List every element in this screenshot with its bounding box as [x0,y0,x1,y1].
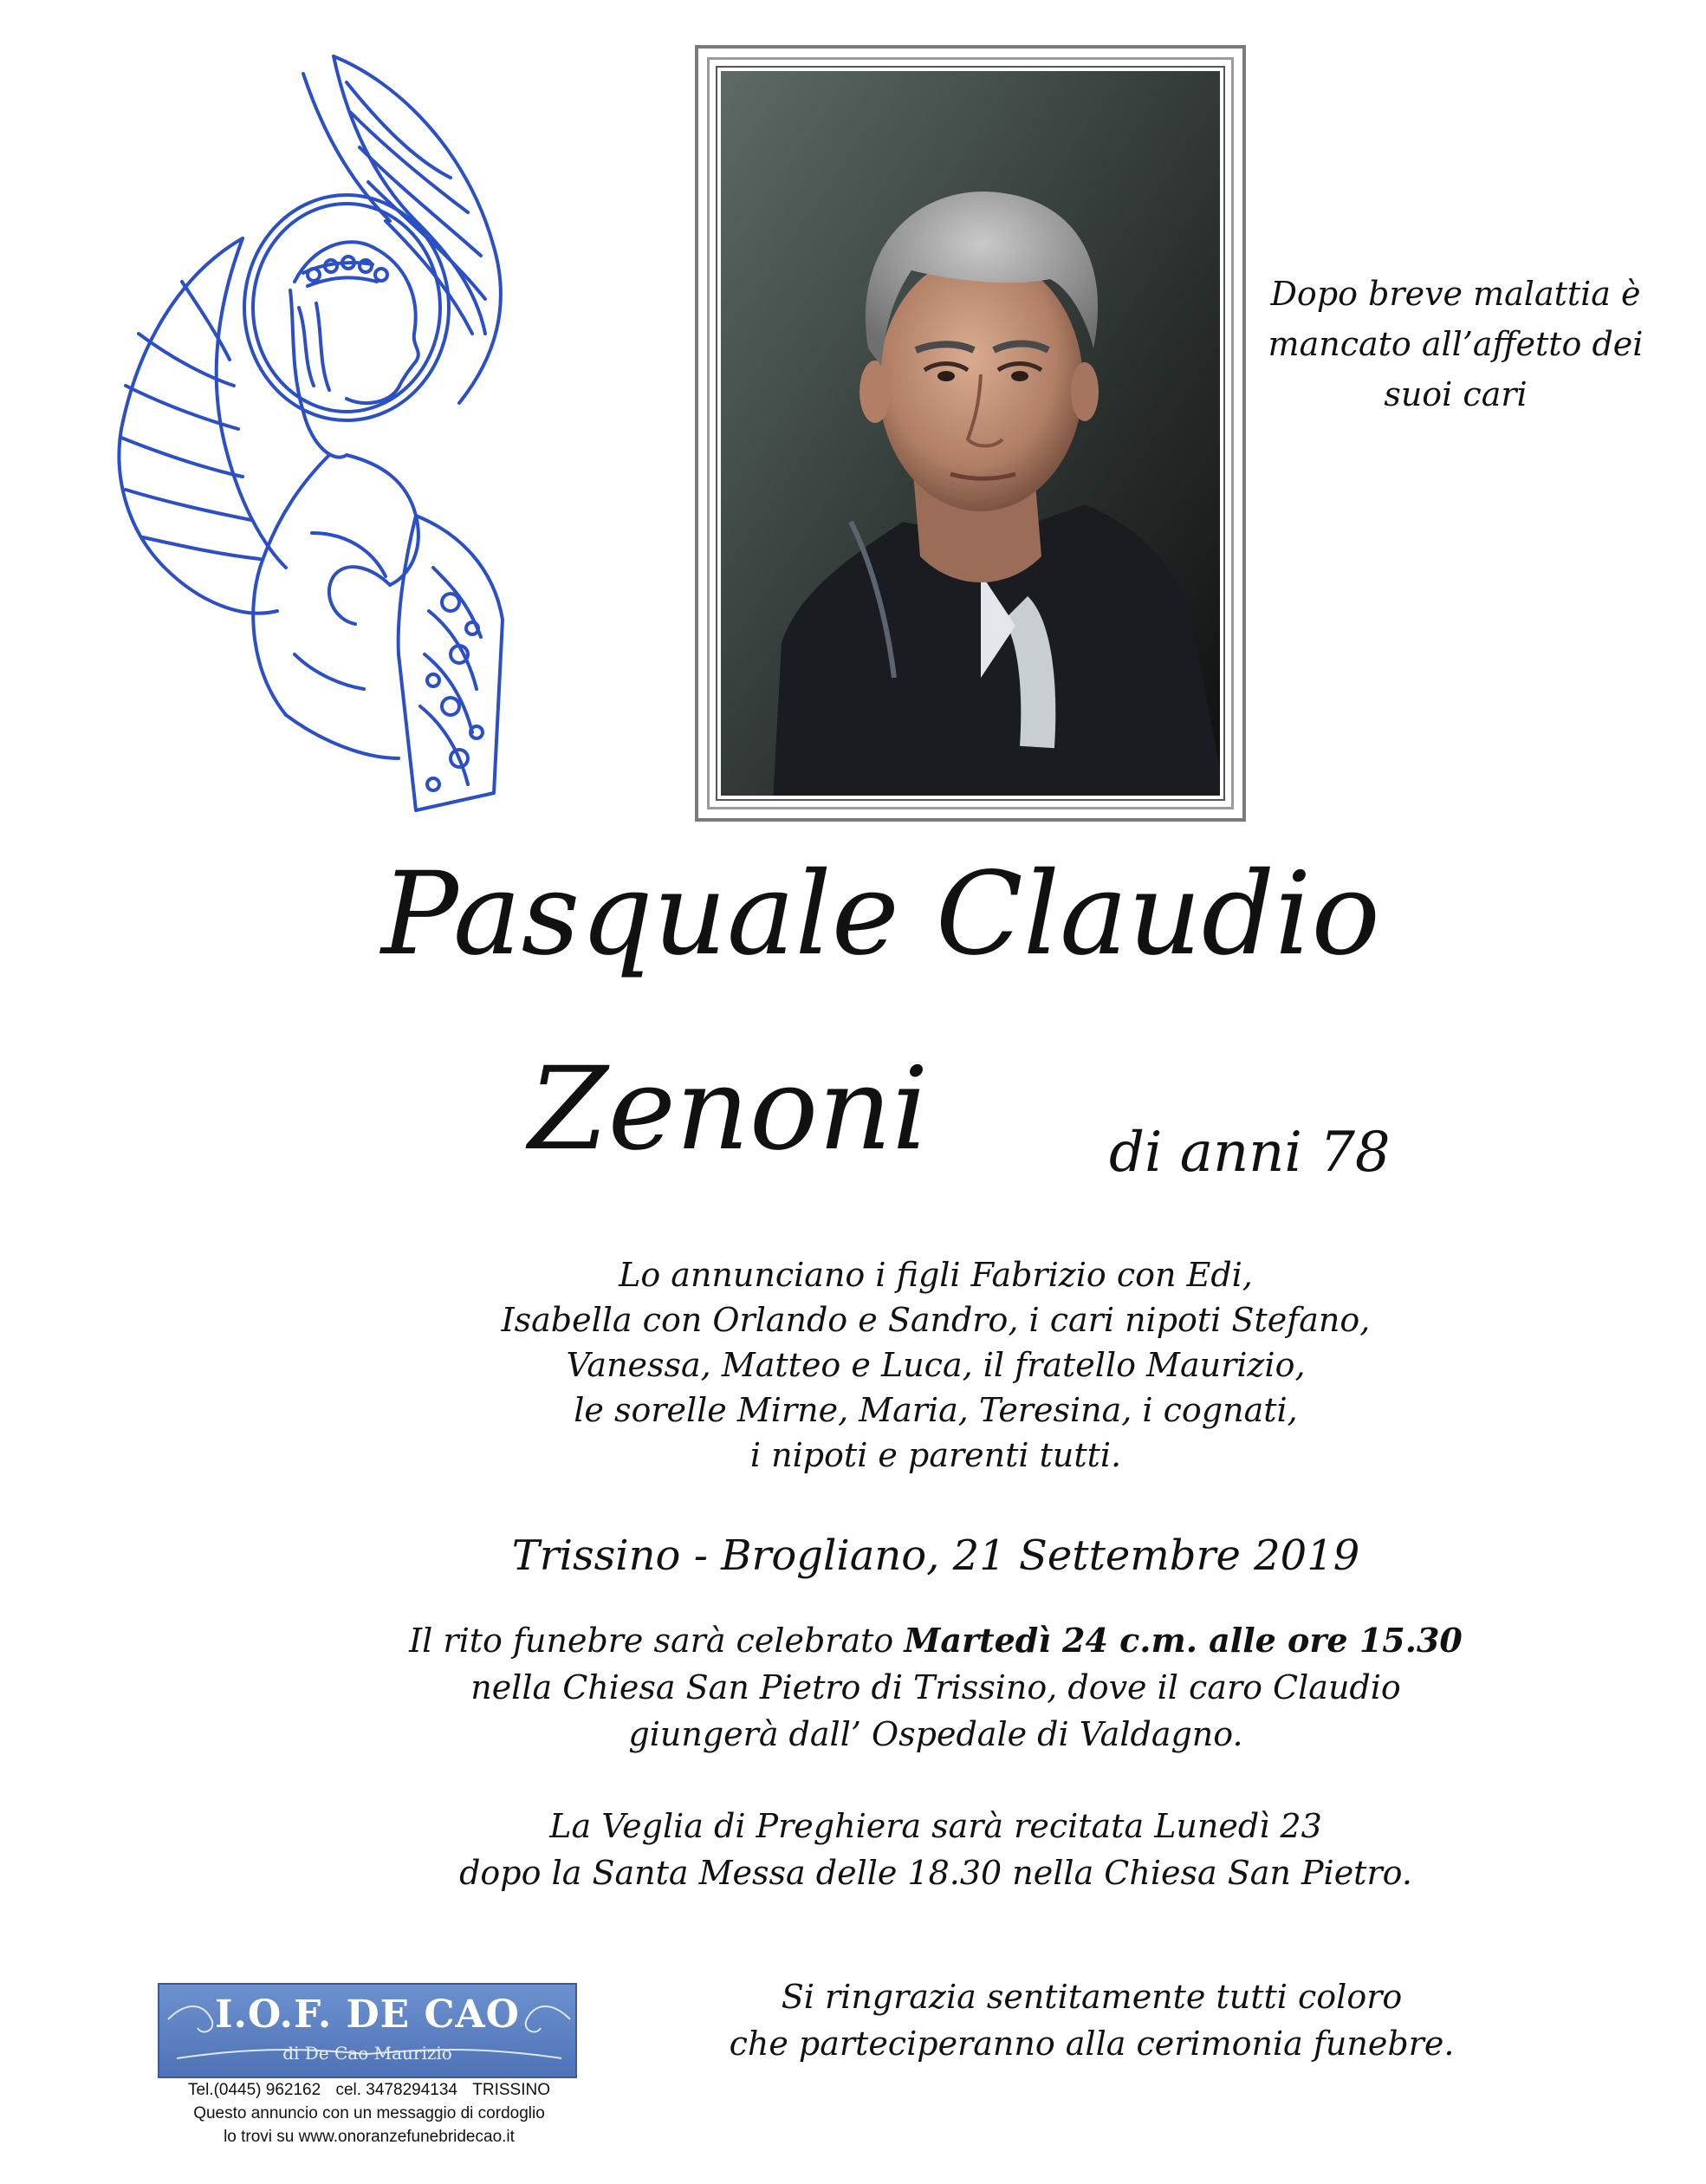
portrait-frame [695,45,1246,822]
town-name: TRISSINO [472,2081,550,2099]
portrait-image [721,71,1220,796]
cell-number: cel. 3478294134 [335,2081,457,2099]
funeral-home-contacts [152,2078,586,2148]
funeral-details [347,1617,1525,1758]
angel-illustration [87,48,624,828]
funeral-home-owner: di De Cao Maurizio [282,2043,452,2064]
announcement-line: le sorelle Mirne, Maria, Teresina, i cognati, [574,1391,1298,1429]
funeral-intro: Il rito funebre sarà celebrato [409,1622,905,1660]
vigil-details [347,1803,1525,1896]
deceased-first-names: Pasquale Claudio [381,848,1380,981]
vigil-line: La Veglia di Preghiera sarà recitata Lunedì 23 [549,1807,1322,1845]
side-note-line: suoi cari [1384,375,1528,413]
side-note [1256,269,1655,419]
message-line: Questo annuncio con un messaggio di cordoglio [193,2104,545,2122]
vigil-line: dopo la Santa Messa delle 18.30 nella Chiesa San Pietro. [459,1854,1412,1892]
funeral-line: giungerà dall’ Ospedale di Valdagno. [628,1715,1243,1753]
website-line: lo trovi su www.onoranzefunebridecao.it [224,2128,515,2146]
announcement-line: i nipoti e parenti tutti. [749,1436,1122,1474]
thanks-note [658,1973,1525,2067]
funeral-line [347,1617,1525,1664]
announcement-line: Vanessa, Matteo e Luca, il fratello Maurizio, [566,1346,1306,1384]
portrait-photo [721,71,1220,796]
thanks-line: Si ringrazia sentitamente tutti coloro [781,1978,1403,2016]
funeral-home-name: I.O.F. DE CAO [215,1992,520,2037]
side-note-line: Dopo breve malattia è [1270,275,1641,313]
contact-line [152,2078,586,2102]
funeral-when: Martedì 24 c.m. alle ore 15.30 [904,1621,1463,1660]
deceased-surname: Zenoni [529,1043,929,1176]
deceased-age: di anni 78 [1109,1121,1391,1185]
phone-number: Tel.(0445) 962162 [188,2081,321,2099]
place-date: Trissino - Brogliano, 21 Settembre 2019 [511,1531,1360,1580]
announcement-line: Lo annunciano i figli Fabrizio con Edi, [619,1256,1253,1294]
funeral-home-logo [158,1983,577,2078]
thanks-line: che parteciperanno alla cerimonia funebre. [729,2025,1455,2063]
announcement-line: Isabella con Orlando e Sandro, i cari nipoti Stefano, [501,1301,1371,1339]
funeral-line: nella Chiesa San Pietro di Trissino, dove il caro Claudio [470,1668,1401,1706]
side-note-line: mancato all’affetto dei [1268,325,1644,363]
announcement [373,1252,1499,1478]
